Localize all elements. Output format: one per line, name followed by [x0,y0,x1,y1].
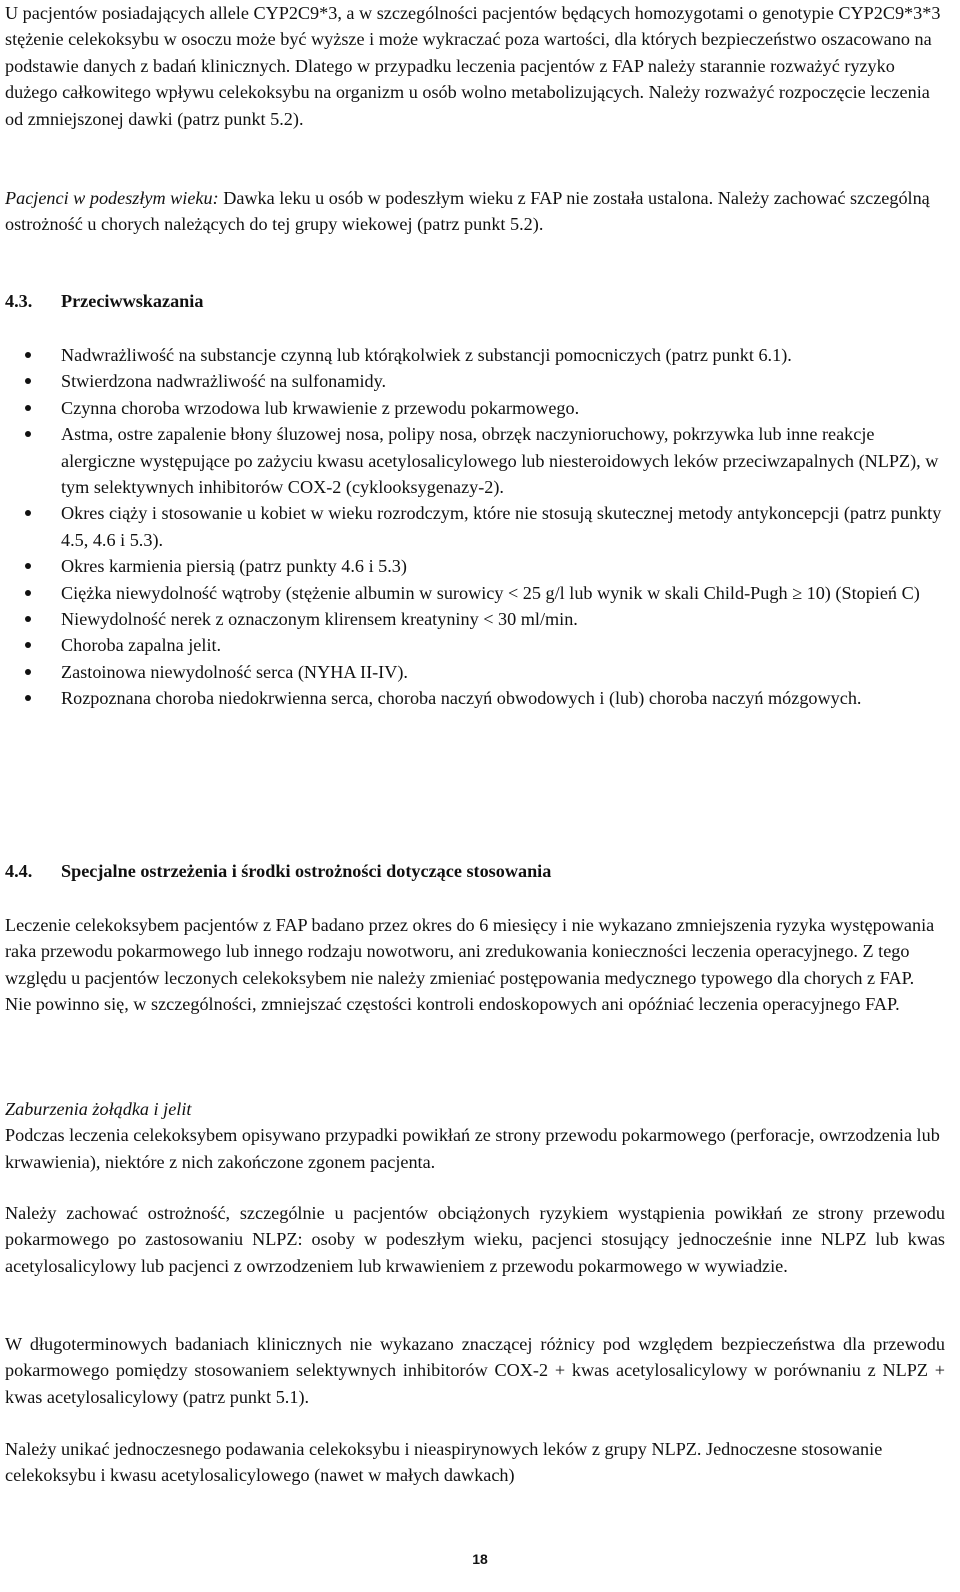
page-number: 18 [472,1551,488,1567]
list-item: Okres karmienia piersią (patrz punkty 4.6 i 5.3) [5,553,950,579]
list-item: Nadwrażliwość na substancje czynną lub którąkolwiek z substancji pomocniczych (patrz punkt 6.1). [5,342,950,368]
bullet-icon [25,431,31,437]
bullet-icon [25,378,31,384]
list-item: Rozpoznana choroba niedokrwienna serca, choroba naczyń obwodowych i (lub) choroba naczyń mózgowych. [5,685,950,711]
section-number: 4.4. [5,861,33,881]
contraindications-list [5,342,950,712]
section-number: 4.3. [5,291,33,311]
subheading-gastro: Zaburzenia żołądka i jelit [5,1099,192,1119]
section-heading-4-4 [5,858,551,884]
bullet-icon [25,616,31,622]
bullet-icon [25,642,31,648]
list-item: Okres ciąży i stosowanie u kobiet w wieku rozrodczym, które nie stosują skutecznej metody antykoncepcji (patrz punkty 4.5, 4.6 i 5.3). [5,500,950,553]
list-item: Niewydolność nerek z oznaczonym klirensem kreatyniny < 30 ml/min. [5,606,950,632]
section-title: Specjalne ostrzeżenia i środki ostrożności dotyczące stosowania [61,861,552,881]
section-heading-4-3 [5,288,203,314]
bullet-icon [25,405,31,411]
bullet-icon [25,352,31,358]
bullet-icon [25,510,31,516]
paragraph-fap-treatment: Leczenie celekoksybem pacjentów z FAP badano przez okres do 6 miesięcy i nie wykazano zmniejszenia ryzyka występowania raka przewodu pokarmowego lub innego rodzaju nowotworu, ani zredukowania konieczności leczenia operacyjnego. Z tego względu u pacjentów leczonych celekoksybem nie należy zmieniać postępowania medycznego typowego dla chorych z FAP. Nie powinno się, w szczególności, zmniejszać częstości kontroli endoskopowych ani opóźniać leczenia operacyjnego FAP. [5,915,935,1015]
paragraph-elderly [5,185,945,238]
bullet-icon [25,669,31,675]
elderly-text: Dawka leku u osób w podeszłym wieku z FAP nie została ustalona. Należy zachować szczególną ostrożność u chorych należących do tej grupy wiekowej (patrz punkt 5.2). [5,188,930,235]
list-item: Astma, ostre zapalenie błony śluzowej nosa, polipy nosa, obrzęk naczynioruchowy, pokrzywka lub inne reakcje alergiczne występujące po zażyciu kwasu acetylosalicylowego lub niesteroidowych leków przeciwzapalnych (NLPZ), w tym selektywnych inhibitorów COX-2 (cyklooksygenazy-2). [5,421,950,500]
section-title: Przeciwwskazania [61,291,204,311]
paragraph-avoid: Należy unikać jednoczesnego podawania celekoksybu i nieaspirynowych leków z grupy NLPZ. Jednoczesne stosowanie celekoksybu i kwasu acetylosalicylowego (nawet w małych dawkach) [5,1439,883,1486]
bullet-icon [25,590,31,596]
list-item: Choroba zapalna jelit. [5,632,950,658]
paragraph-caution: Należy zachować ostrożność, szczególnie u pacjentów obciążonych ryzykiem wystąpienia powikłań ze strony przewodu pokarmowego po zastosowaniu NLPZ: osoby w podeszłym wieku, pacjenci stosujący jednocześnie inne NLPZ lub kwas acetylosalicylowy lub pacjenci z owrzodzeniem lub krwawieniem z przewodu pokarmowego w wywiadzie. [5,1203,945,1276]
paragraph-long-term: W długoterminowych badaniach klinicznych nie wykazano znaczącej różnicy pod względem bezpieczeństwa dla przewodu pokarmowego pomiędzy stosowaniem selektywnych inhibitorów COX-2 + kwas acetylosalicylowy w porównaniu z NLPZ + kwas acetylosalicylowy (patrz punkt 5.1). [5,1334,945,1407]
bullet-icon [25,695,31,701]
list-item: Ciężka niewydolność wątroby (stężenie albumin w surowicy < 25 g/l lub wynik w skali Child-Pugh ≥ 10) (Stopień C) [5,580,950,606]
paragraph-gastro [5,1096,945,1175]
list-item: Czynna choroba wrzodowa lub krwawienie z przewodu pokarmowego. [5,395,950,421]
bullet-icon [25,563,31,569]
paragraph-cyp2c9: U pacjentów posiadających allele CYP2C9*3, a w szczególności pacjentów będących homozygotami o genotypie CYP2C9*3*3 stężenie celekoksybu w osoczu może być wyższe i może wykraczać poza wartości, dla których bezpieczeństwo oszacowano na podstawie danych z badań klinicznych. Dlatego w przypadku leczenia pacjentów z FAP należy starannie rozważyć ryzyko dużego całkowitego wpływu celekoksybu na organizm u osób wolno metabolizujących. Należy rozważyć rozpoczęcie leczenia od zmniejszonej dawki (patrz punkt 5.2). [5,3,941,129]
elderly-label: Pacjenci w podeszłym wieku: [5,188,219,208]
gastro-text: Podczas leczenia celekoksybem opisywano przypadki powikłań ze strony przewodu pokarmowego (perforacje, owrzodzenia lub krwawienia), niektóre z nich zakończone zgonem pacjenta. [5,1125,940,1172]
list-item: Stwierdzona nadwrażliwość na sulfonamidy. [5,368,950,394]
list-item: Zastoinowa niewydolność serca (NYHA II-IV). [5,659,950,685]
